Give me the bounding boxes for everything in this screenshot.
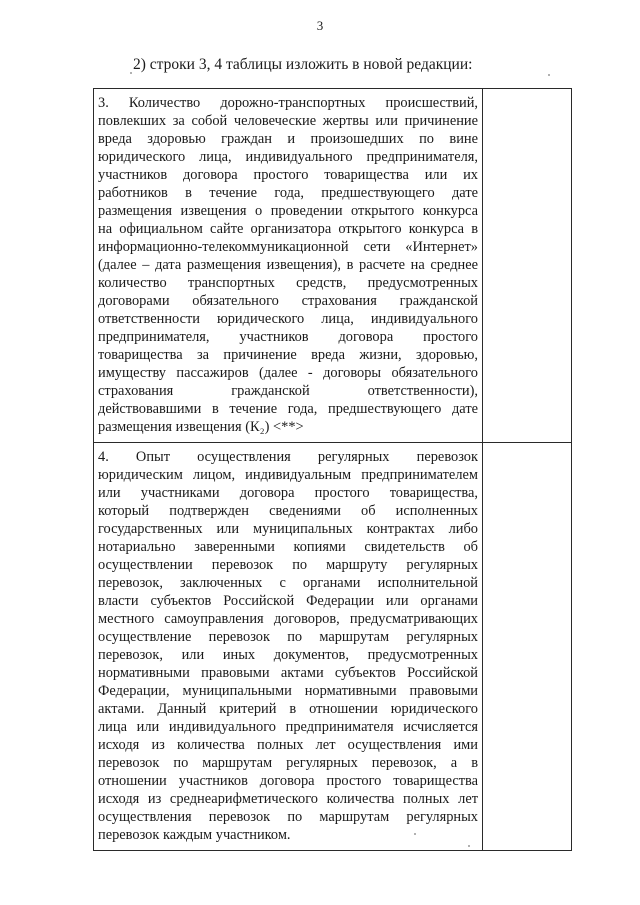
criterion-cell-row-4 <box>94 443 483 851</box>
text-line: действовавшими в течение года, предшествующего дате <box>98 401 478 417</box>
text-line: имуществу пассажиров (далее - договоры обязательного <box>98 365 478 381</box>
table-row <box>94 89 572 443</box>
text-line: нормативными правовыми актами субъектов Российской <box>98 665 478 681</box>
text-line: 4. Опыт осуществления регулярных перевозок <box>98 449 478 465</box>
scan-speck <box>414 833 416 835</box>
text-line: осуществление перевозок по маршрутам регулярных <box>98 629 478 645</box>
text-line: размещения извещения (К₂) <**> <box>98 419 304 435</box>
text-line: перевозок по маршрутам регулярных перевозок, а в <box>98 755 478 771</box>
criterion-text-row-4 <box>98 448 478 844</box>
text-line: (далее – дата размещения извещения), в расчете на среднее <box>98 257 478 273</box>
intro-paragraph: 2) строки 3, 4 таблицы изложить в новой редакции: <box>133 56 473 73</box>
text-line: перевозок, заключенных с органами исполнительной <box>98 575 478 591</box>
value-cell-row-3 <box>483 89 572 443</box>
value-cell-row-4 <box>483 443 572 851</box>
text-line: участников договора простого товарищества или их <box>98 167 478 183</box>
text-line: который подтвержден сведениями об исполненных <box>98 503 478 519</box>
scan-speck <box>468 845 470 847</box>
criterion-text-row-3 <box>98 94 478 436</box>
text-line: страхования гражданской ответственности), <box>98 383 478 399</box>
text-line: товарищества за причинение вреда жизни, здоровью, <box>98 347 478 363</box>
text-line: или участниками договора простого товарищества, <box>98 485 478 501</box>
text-line: перевозок, или иных документов, предусмотренных <box>98 647 478 663</box>
table-row <box>94 443 572 851</box>
text-line: Федерации, муниципальными нормативными правовыми <box>98 683 478 699</box>
text-line: 3. Количество дорожно-транспортных происшествий, <box>98 95 478 111</box>
text-line: нотариально заверенными копиями свидетельств об <box>98 539 478 555</box>
text-line: договорами обязательного страхования гражданской <box>98 293 478 309</box>
text-line: власти субъектов Российской Федерации или органами <box>98 593 478 609</box>
text-line: на официальном сайте организатора открытого конкурса в <box>98 221 478 237</box>
text-line: осуществлении перевозок по маршруту регулярных <box>98 557 478 573</box>
text-line: государственных или муниципальных контрактах либо <box>98 521 478 537</box>
text-line: количество транспортных средств, предусмотренных <box>98 275 478 291</box>
text-line: лица или индивидуального предпринимателя исчисляется <box>98 719 478 735</box>
text-line: местного самоуправления договоров, предусматривающих <box>98 611 478 627</box>
text-line: отношении участников договора простого товарищества <box>98 773 478 789</box>
text-line: исходя из среднеарифметического количества полных лет <box>98 791 478 807</box>
text-line: вреда здоровью граждан и произошедших по вине <box>98 131 478 147</box>
text-line: перевозок каждым участником. <box>98 827 291 843</box>
text-line: размещения извещения о проведении открытого конкурса <box>98 203 478 219</box>
text-line: предпринимателя, участников договора простого <box>98 329 478 345</box>
scan-speck <box>130 72 132 74</box>
criterion-cell-row-3 <box>94 89 483 443</box>
text-line: исходя из количества полных лет осуществления ими <box>98 737 478 753</box>
scan-speck <box>548 74 550 76</box>
text-line: юридического лица, индивидуального предпринимателя, <box>98 149 478 165</box>
text-line: юридическим лицом, индивидуальным предпринимателем <box>98 467 478 483</box>
text-line: ответственности юридического лица, индивидуального <box>98 311 478 327</box>
text-line: повлекших за собой человеческие жертвы или причинение <box>98 113 478 129</box>
amendment-table <box>93 88 572 851</box>
text-line: осуществления перевозок по маршрутам регулярных <box>98 809 478 825</box>
text-line: работников в течение года, предшествующего дате <box>98 185 478 201</box>
page-number: 3 <box>316 18 324 33</box>
text-line: актами. Данный критерий в отношении юридического <box>98 701 478 717</box>
text-line: информационно-телекоммуникационной сети «Интернет» <box>98 239 478 255</box>
